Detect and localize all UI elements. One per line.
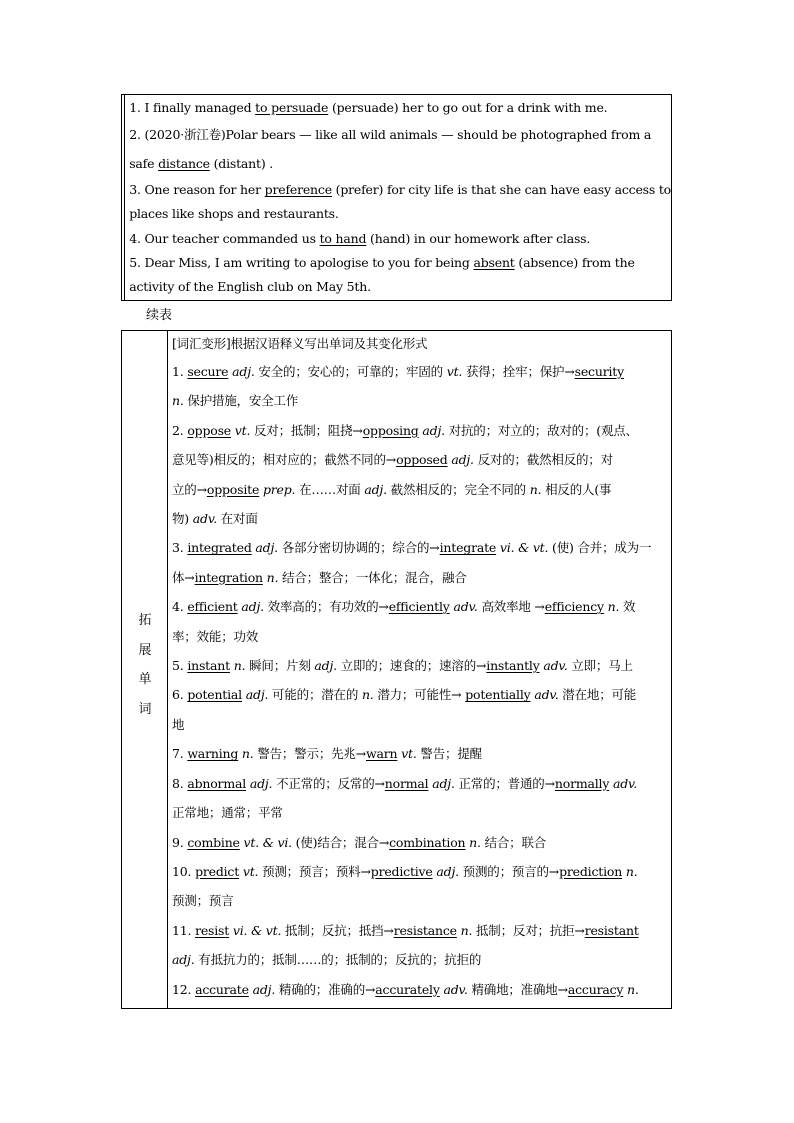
part-of-speech: n. <box>241 746 254 762</box>
part-of-speech: n. <box>627 981 639 997</box>
vocabulary-line: 11. resist vi. & vt. 抵制；反抗；抵挡→resistance n. 抵制；反对；抗拒→resistant <box>172 922 639 938</box>
answer-word: accuracy <box>567 981 624 997</box>
vocabulary-line: 4. efficient adj. 效率高的；有功效的→efficiently adv. 高效率地 →efficiency n. 效 <box>172 599 636 615</box>
part-of-speech: adv. <box>534 687 559 703</box>
answer-word: abnormal <box>187 775 247 791</box>
part-of-speech: adv. <box>443 981 468 997</box>
vocabulary-line: 物) adv. 在对面 <box>172 511 258 527</box>
part-of-speech: n. <box>469 834 481 850</box>
exercise-line: places like shops and restaurants. <box>129 206 339 222</box>
exercise-line: safe distance (distant) . <box>129 156 274 172</box>
side-char: 拓 <box>138 613 152 628</box>
answer-word: accurate <box>195 981 249 997</box>
part-of-speech: adj. <box>252 981 276 997</box>
vocabulary-line: 2. oppose vt. 反对；抵制；阻挠→opposing adj. 对抗的；对立的；敌对的；(观点、 <box>172 422 638 438</box>
part-of-speech: n. <box>172 393 184 409</box>
answer-word: opposed <box>396 452 448 468</box>
answer-word: opposite <box>206 481 260 497</box>
vocabulary-line: 7. warning n. 警告；警示；先兆→warn vt. 警告；提醒 <box>172 746 482 762</box>
answer-word: security <box>574 364 624 379</box>
answer-word: potential <box>187 687 242 703</box>
part-of-speech: n. <box>233 658 246 674</box>
part-of-speech: adj. <box>436 863 459 879</box>
vocabulary-line: 3. integrated adj. 各部分密切协调的；综合的→integrate vi. & vt. (使) 合并；成为一 <box>172 540 652 556</box>
part-of-speech: vt. <box>234 422 251 438</box>
continued-label: 续表 <box>146 308 173 323</box>
part-of-speech: adj. <box>422 422 445 438</box>
part-of-speech: prep <box>262 481 292 497</box>
part-of-speech: n. <box>607 599 620 615</box>
exercise-table <box>121 94 672 301</box>
part-of-speech: vt. <box>242 863 259 879</box>
part-of-speech: adj. <box>241 599 264 615</box>
part-of-speech: adv. <box>613 775 638 791</box>
answer-word: integrate <box>439 540 497 556</box>
part-of-speech: adj. <box>364 481 387 497</box>
answer-word: instant <box>187 658 230 674</box>
vocabulary-line: 体→integration n. 结合；整合；一体化；混合，融合 <box>172 569 467 585</box>
vocabulary-line: 率；效能；功效 <box>172 628 259 644</box>
answer-word: resistance <box>393 922 457 938</box>
vocabulary-line: 预测；预言 <box>172 893 234 909</box>
exercise-table-content <box>125 95 671 300</box>
answer-word: prediction <box>559 863 623 879</box>
exercise-line: 4. Our teacher commanded us to hand (hand) in our homework after class. <box>129 230 591 246</box>
answer-word: resistant <box>584 922 639 938</box>
part-of-speech: vi. & vt. <box>499 540 549 556</box>
answer-word: normal <box>384 775 429 791</box>
side-label <box>122 606 168 724</box>
answer-word: normally <box>554 775 610 791</box>
answer-word: secure <box>187 364 229 379</box>
vocabulary-line: n. 保护措施，安全工作 <box>172 393 299 409</box>
answer-word: predict <box>195 863 240 879</box>
vocabulary-line: 6. potential adj. 可能的；潜在的 n. 潜力；可能性→ potentially adv. 潜在地；可能 <box>172 687 637 703</box>
vocabulary-content <box>168 331 671 1008</box>
part-of-speech: n. <box>460 922 473 938</box>
vocabulary-line: 地 <box>172 716 185 732</box>
part-of-speech: adj. <box>232 364 255 379</box>
answer-word: efficient <box>187 599 238 615</box>
part-of-speech: adj. <box>172 952 195 968</box>
answer-word: predictive <box>370 863 433 879</box>
answer-word: oppose <box>187 422 231 438</box>
part-of-speech: vt. <box>401 746 417 762</box>
vocabulary-line: 5. instant n. 瞬间；片刻 adj. 立即的；速食的；速溶的→instantly adv. 立即；马上 <box>172 658 633 674</box>
vocabulary-line: 正常地；通常；平常 <box>172 805 283 821</box>
side-char: 展 <box>138 642 152 658</box>
answer-word: potentially <box>465 687 531 703</box>
part-of-speech: vt. & vi. <box>243 834 292 850</box>
vocabulary-lines <box>172 357 671 1004</box>
part-of-speech: adj. <box>255 540 278 556</box>
part-of-speech: n. <box>266 569 279 585</box>
answer-word: efficiency <box>544 599 604 615</box>
answer-word: warn <box>366 746 398 762</box>
part-of-speech: vi. & vt. <box>232 922 282 938</box>
answer-word: combine <box>187 834 240 850</box>
vocabulary-line: 9. combine vt. & vi. (使)结合；混合→combination n. 结合；联合 <box>172 834 547 850</box>
exercise-line: 3. One reason for her preference (prefer) for city life is that she can have easy access to <box>129 182 671 198</box>
part-of-speech: n. <box>361 687 374 703</box>
answer-word: warning <box>187 746 239 762</box>
part-of-speech: adv. <box>453 599 478 615</box>
vocabulary-line: 意见等)相反的；相对应的；截然不同的→opposed adj. 反对的；截然相反的；对 <box>172 452 613 468</box>
exercise-line: 2. (2020·浙江卷)Polar bears — like all wild animals — should be photographed from a <box>129 127 652 143</box>
part-of-speech: adj. <box>314 658 337 674</box>
answer-word: efficiently <box>388 599 450 615</box>
part-of-speech: n. <box>625 863 638 879</box>
part-of-speech: adj. <box>451 452 474 468</box>
exercise-table-left-cell <box>122 95 125 300</box>
side-char: 单 <box>138 672 152 687</box>
side-char: 词 <box>138 701 152 717</box>
exercise-line: 1. I finally managed to persuade (persuade) her to go out for a drink with me. <box>129 100 608 115</box>
vocabulary-side-cell <box>122 331 168 1008</box>
part-of-speech: adv. <box>543 658 568 674</box>
vocabulary-line: 10. predict vt. 预测；预言；预料→predictive adj. 预测的；预言的→prediction n. <box>172 863 638 879</box>
part-of-speech: adj. <box>432 775 455 791</box>
answer-word: combination <box>389 834 466 850</box>
vocabulary-line: 1. secure adj. 安全的；安心的；可靠的；牢固的 vt. 获得；拴牢；保护→security <box>172 364 624 379</box>
part-of-speech: adj. <box>249 775 273 791</box>
exercise-line: 5. Dear Miss, I am writing to apologise to you for being absent (absence) from the <box>129 254 635 270</box>
part-of-speech: adj. <box>245 687 269 703</box>
answer-word: instantly <box>486 658 540 674</box>
vocabulary-line: 12. accurate adj. 精确的；准确的→accurately adv. 精确地；准确地→accuracy n. <box>172 981 639 997</box>
part-of-speech: n. <box>529 481 542 497</box>
part-of-speech: adv. <box>192 511 217 527</box>
answer-word: integrated <box>187 540 252 556</box>
vocabulary-line: adj. 有抵抗力的；抵制……的；抵制的；反抗的；抗拒的 <box>172 952 482 968</box>
part-of-speech: vt. <box>446 364 463 379</box>
answer-word: integration <box>194 569 263 585</box>
section-header: [词汇变形]根据汉语释义写出单词及其变化形式 <box>172 336 428 351</box>
vocabulary-line: 立的→opposite prep. 在……对面 adj. 截然相反的；完全不同的 n. 相反的人(事 <box>172 481 612 497</box>
exercise-line: activity of the English club on May 5th. <box>129 279 371 295</box>
answer-word: accurately <box>375 981 440 997</box>
vocabulary-line: 8. abnormal adj. 不正常的；反常的→normal adj. 正常的；普通的→normally adv. <box>172 775 638 791</box>
vocabulary-table <box>121 330 672 1009</box>
answer-word: opposing <box>362 422 419 438</box>
answer-word: resist <box>195 922 230 938</box>
